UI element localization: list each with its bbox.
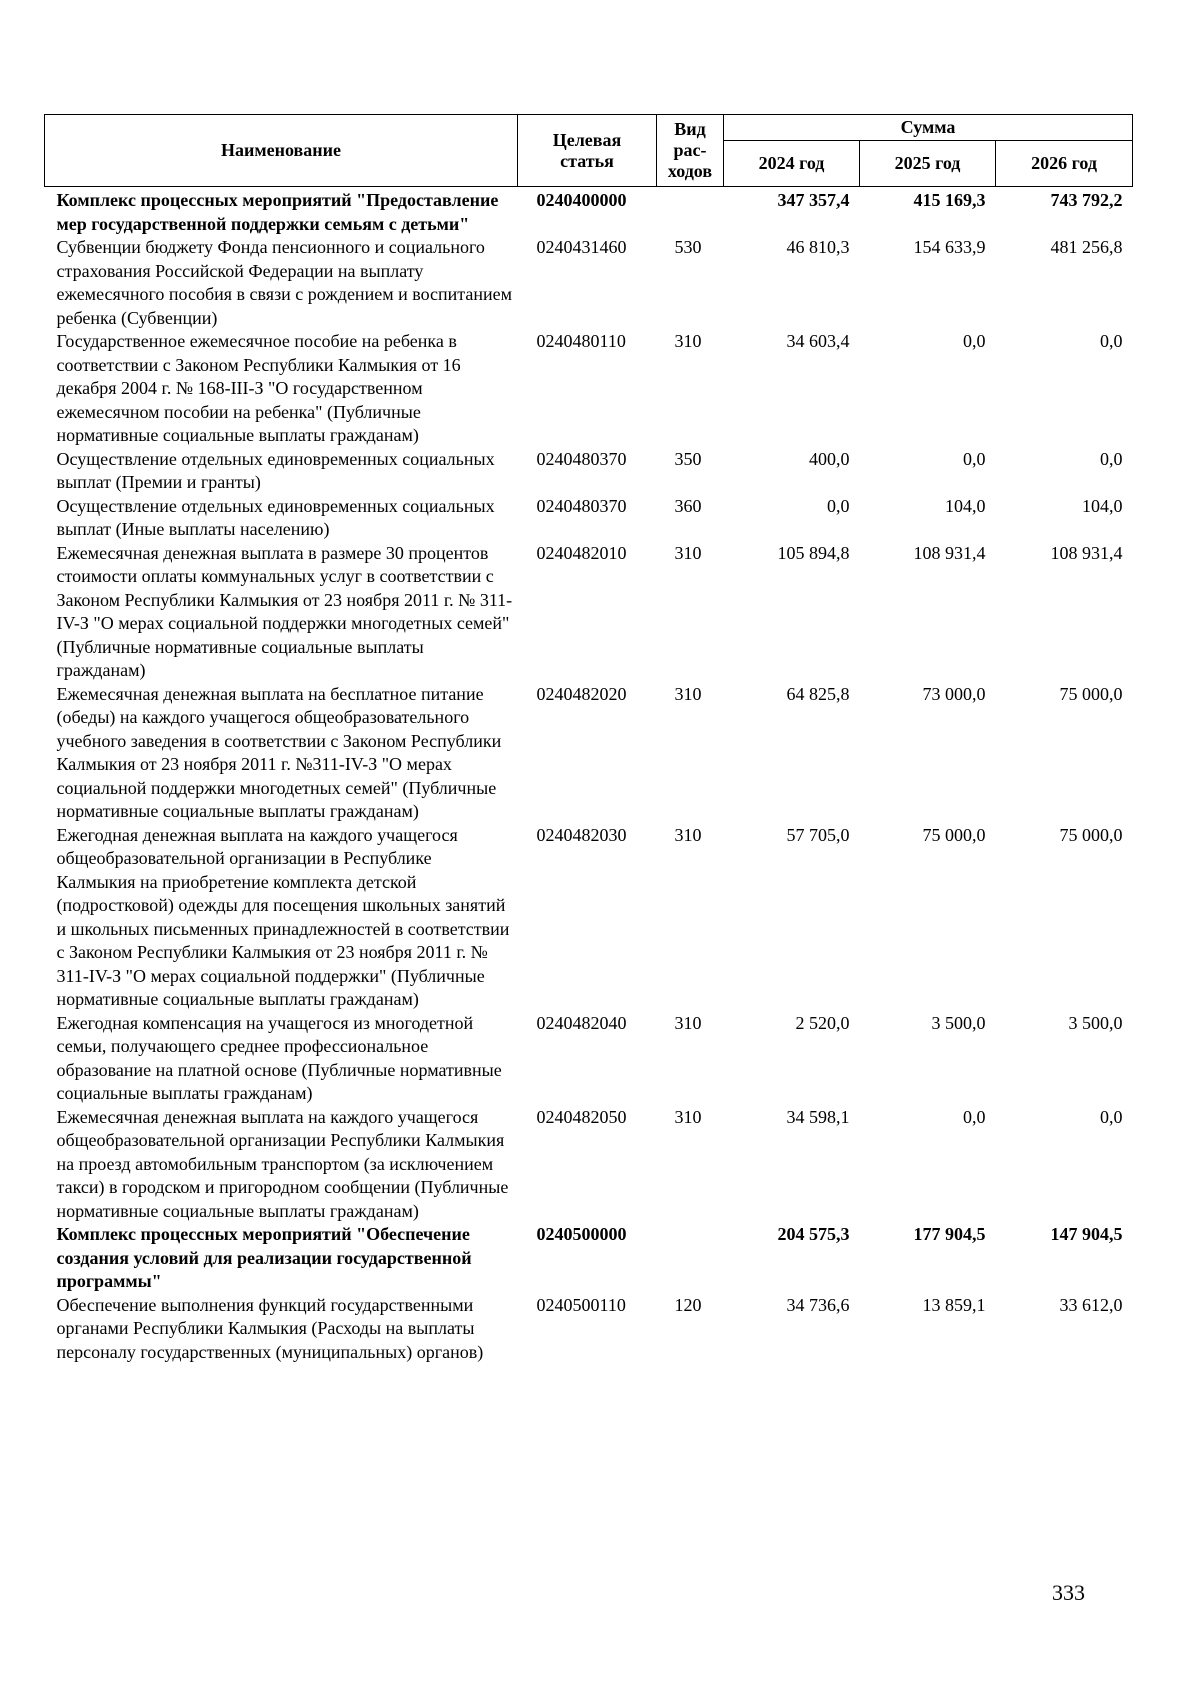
row-value-2024: 34 598,1 xyxy=(786,1106,850,1127)
row-value-2025: 0,0 xyxy=(963,1106,986,1127)
table-row xyxy=(45,824,1133,1012)
table-body xyxy=(45,187,1133,1365)
page-number: 333 xyxy=(1052,1580,1085,1605)
table-row xyxy=(45,495,1133,542)
row-name: Ежегодная денежная выплата на каждого учащегося общеобразовательной организации в Республике Калмыкия на приобретение комплекта детской (подростковой) одежды для посещения школьных занятий и школьных письменных принадлежностей в соответствии с Законом Республики Калмыкия от 23 ноября 2011 г. № 311-IV-З "О мерах социальной поддержки" (Публичные нормативные социальные выплаты гражданам) xyxy=(56,824,510,1009)
table-row xyxy=(45,236,1133,330)
row-vid: 310 xyxy=(674,1106,702,1127)
budget-table xyxy=(44,114,1133,1364)
row-value-2025: 75 000,0 xyxy=(922,824,986,845)
row-article: 0240482030 xyxy=(536,824,627,845)
row-value-2025: 13 859,1 xyxy=(922,1294,986,1315)
row-value-2025: 415 169,3 xyxy=(913,190,986,210)
row-value-2025: 108 931,4 xyxy=(913,542,986,563)
row-value-2026: 108 931,4 xyxy=(1050,542,1123,563)
row-value-2025: 3 500,0 xyxy=(931,1012,986,1033)
row-vid: 310 xyxy=(674,331,702,351)
row-name: Ежемесячная денежная выплата на каждого учащегося общеобразовательной организации Республики Калмыкия на проезд автомобильным транспортом (за исключением такси) в городском и пригородном сообщении (Публичные нормативные социальные выплаты гражданам) xyxy=(56,1106,509,1221)
header-article: Целевая статья xyxy=(518,115,657,187)
row-vid: 310 xyxy=(674,824,702,845)
header-name: Наименование xyxy=(45,115,518,187)
row-value-2024: 46 810,3 xyxy=(786,237,850,257)
row-value-2026: 743 792,2 xyxy=(1050,190,1123,210)
row-value-2024: 400,0 xyxy=(809,448,850,469)
row-vid: 310 xyxy=(674,542,702,563)
row-value-2024: 0,0 xyxy=(827,495,850,516)
table-row xyxy=(45,1294,1133,1365)
row-value-2024: 57 705,0 xyxy=(786,824,850,845)
row-name: Субвенции бюджету Фонда пенсионного и социального страхования Российской Федерации на выплату ежемесячного пособия в связи с рождением и воспитанием ребенка (Субвенции) xyxy=(56,237,513,328)
table-row xyxy=(45,1106,1133,1224)
row-value-2026: 104,0 xyxy=(1082,495,1123,516)
row-value-2024: 347 357,4 xyxy=(777,190,850,210)
row-value-2026: 0,0 xyxy=(1100,331,1123,351)
row-article: 0240500000 xyxy=(536,1224,627,1244)
row-value-2024: 105 894,8 xyxy=(777,542,850,563)
row-value-2026: 481 256,8 xyxy=(1050,237,1123,257)
row-vid: 530 xyxy=(674,237,702,257)
row-vid: 360 xyxy=(674,495,702,516)
row-value-2026: 0,0 xyxy=(1100,448,1123,469)
row-article: 0240480110 xyxy=(536,331,626,351)
row-value-2024: 34 736,6 xyxy=(786,1294,850,1315)
row-value-2025: 177 904,5 xyxy=(913,1224,986,1244)
row-value-2026: 75 000,0 xyxy=(1059,683,1123,704)
budget-table-page xyxy=(44,114,1132,1364)
table-row xyxy=(45,1012,1133,1106)
row-value-2025: 104,0 xyxy=(945,495,986,516)
row-name: Осуществление отдельных единовременных социальных выплат (Премии и гранты) xyxy=(56,448,495,492)
row-vid: 310 xyxy=(674,683,702,704)
header-summa: Сумма xyxy=(724,115,1133,141)
row-name: Ежемесячная денежная выплата на бесплатное питание (обеды) на каждого учащегося общеобразовательного учебного заведения в соответствии с Законом Республики Калмыкия от 23 ноября 2011 г. №311-IV-З "О мерах социальной поддержки многодетных семей" (Публичные нормативные социальные выплаты гражданам) xyxy=(56,683,502,821)
row-vid: 310 xyxy=(674,1012,702,1033)
row-article: 0240480370 xyxy=(536,495,627,516)
row-value-2025: 0,0 xyxy=(963,331,986,351)
table-row xyxy=(45,448,1133,495)
row-name: Ежегодная компенсация на учащегося из многодетной семьи, получающего среднее профессиональное образование на платной основе (Публичные нормативные социальные выплаты гражданам) xyxy=(56,1012,502,1103)
row-vid: 350 xyxy=(674,448,702,469)
row-article: 0240482010 xyxy=(536,542,627,563)
header-year-2026: 2026 год xyxy=(996,140,1133,186)
row-value-2026: 0,0 xyxy=(1100,1106,1123,1127)
row-vid xyxy=(657,187,724,237)
row-name: Комплекс процессных мероприятий "Предоставление мер государственной поддержки семьям с детьми" xyxy=(56,190,499,234)
table-row xyxy=(45,683,1133,824)
table-header xyxy=(45,115,1133,187)
row-name: Ежемесячная денежная выплата в размере 30 процентов стоимости оплаты коммунальных услуг в соответствии с Законом Республики Калмыкия от 23 ноября 2011 г. № 311-IV-З "О мерах социальной поддержки многодетных семей" (Публичные нормативные социальные выплаты гражданам) xyxy=(56,542,513,680)
table-row xyxy=(45,187,1133,237)
row-value-2025: 154 633,9 xyxy=(913,237,986,257)
row-value-2024: 34 603,4 xyxy=(786,331,850,351)
row-name: Комплекс процессных мероприятий "Обеспечение создания условий для реализации государственной программы" xyxy=(56,1224,472,1291)
header-vid: Вид рас-ходов xyxy=(657,115,724,187)
row-value-2024: 2 520,0 xyxy=(795,1012,850,1033)
table-row xyxy=(45,330,1133,448)
row-value-2026: 75 000,0 xyxy=(1059,824,1123,845)
header-year-2024: 2024 год xyxy=(724,140,860,186)
row-article: 0240482050 xyxy=(536,1106,627,1127)
row-article: 0240400000 xyxy=(536,190,627,210)
row-name: Осуществление отдельных единовременных социальных выплат (Иные выплаты населению) xyxy=(56,495,495,539)
row-value-2026: 33 612,0 xyxy=(1059,1294,1123,1315)
row-value-2025: 0,0 xyxy=(963,448,986,469)
row-vid xyxy=(657,1223,724,1294)
row-article: 0240482020 xyxy=(536,683,627,704)
row-value-2024: 204 575,3 xyxy=(777,1224,850,1244)
row-value-2026: 147 904,5 xyxy=(1050,1224,1123,1244)
row-value-2024: 64 825,8 xyxy=(786,683,850,704)
row-name: Государственное ежемесячное пособие на ребенка в соответствии с Законом Республики Калмыкия от 16 декабря 2004 г. № 168-III-З "О государственном ежемесячном пособии на ребенка" (Публичные нормативные социальные выплаты гражданам) xyxy=(56,331,461,445)
row-value-2026: 3 500,0 xyxy=(1068,1012,1123,1033)
row-article: 0240500110 xyxy=(536,1294,626,1315)
row-value-2025: 73 000,0 xyxy=(922,683,986,704)
table-row xyxy=(45,542,1133,683)
table-row xyxy=(45,1223,1133,1294)
header-year-2025: 2025 год xyxy=(860,140,996,186)
row-article: 0240480370 xyxy=(536,448,627,469)
row-name: Обеспечение выполнения функций государственными органами Республики Калмыкия (Расходы на выплаты персоналу государственных (муниципальных) органов) xyxy=(56,1294,484,1362)
row-vid: 120 xyxy=(674,1294,702,1315)
row-article: 0240482040 xyxy=(536,1012,627,1033)
row-article: 0240431460 xyxy=(536,237,627,257)
